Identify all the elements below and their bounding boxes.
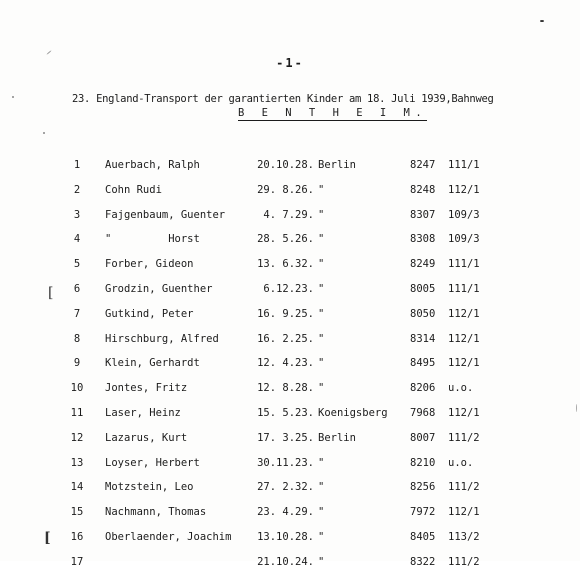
city: " (318, 332, 325, 345)
birth-date: 12. 8.28. (257, 382, 314, 395)
row-number: 12 (70, 431, 84, 444)
city: Berlin (318, 159, 356, 171)
child-name: Auerbach, Ralph (105, 159, 200, 171)
birth-date: 20.10.28. (257, 159, 314, 171)
transport-place: B E N T H E I M. (238, 107, 428, 119)
city: Koenigsberg (318, 407, 388, 419)
list-item (0, 457, 580, 475)
city: " (318, 307, 325, 320)
transport-heading: 23. England-Transport der garantierten Kinder am 18. Juli 1939,Bahnweg (72, 93, 494, 105)
list-item (0, 407, 580, 425)
row-number: 8 (73, 332, 81, 345)
list-item (0, 159, 580, 177)
page-number: -1- (276, 56, 304, 70)
row-number: 3 (73, 208, 81, 221)
scan-speck (43, 132, 45, 134)
row-number: 1 (73, 159, 81, 171)
row-number: 5 (73, 258, 81, 271)
list-item (0, 308, 580, 326)
birth-date: 27. 2.32. (257, 481, 314, 494)
row-number: 4 (73, 233, 81, 246)
child-name: Oberlaender, Joachim (105, 531, 232, 543)
group-code: 111/1 (448, 159, 480, 171)
registration-number: 8210 (410, 456, 436, 469)
row-number: 2 (73, 183, 81, 196)
group-code: 112/1 (448, 407, 480, 419)
registration-number: 8314 (410, 332, 436, 345)
child-name: Grodzin, Guenther (105, 283, 213, 295)
row-number: 7 (73, 307, 81, 320)
city: " (318, 382, 325, 395)
child-name: Nachmann, Thomas (105, 506, 207, 519)
group-code: 111/2 (448, 481, 480, 494)
row-number: 15 (70, 506, 84, 519)
registration-number: 8307 (410, 208, 436, 221)
child-name: Hirschburg, Alfred (105, 332, 219, 345)
list-item (0, 258, 580, 276)
list-item (0, 506, 580, 524)
row-number: 11 (70, 407, 84, 419)
list-item (0, 382, 580, 400)
city: " (318, 531, 325, 543)
child-name: Motzstein, Leo (105, 481, 194, 494)
registration-number: 8495 (410, 357, 436, 370)
registration-number: 8322 (410, 555, 436, 568)
row-number: 10 (70, 382, 84, 395)
birth-date: 21.10.24. (257, 555, 314, 568)
child-name: Laser, Heinz (105, 407, 181, 419)
margin-mark: [ (44, 530, 51, 546)
scan-speck (12, 96, 14, 98)
registration-number: 8050 (410, 307, 436, 320)
list-item (0, 556, 580, 574)
group-code: u.o. (448, 456, 474, 469)
registration-number: 8248 (410, 183, 436, 196)
group-code: 111/1 (448, 283, 480, 295)
city: " (318, 258, 325, 271)
child-name: Gutkind, Peter (105, 307, 194, 320)
registration-number: 8206 (410, 382, 436, 395)
row-number: 9 (73, 357, 81, 370)
city: " (318, 357, 325, 370)
row-number: 14 (70, 481, 84, 494)
birth-date: 23. 4.29. (257, 506, 314, 519)
list-item (0, 283, 580, 301)
group-code: 112/1 (448, 506, 480, 519)
row-number: 13 (70, 456, 84, 469)
group-code: 113/2 (448, 531, 480, 543)
birth-date: 17. 3.25. (257, 431, 314, 444)
registration-number: 8256 (410, 481, 436, 494)
birth-date: 13. 6.32. (257, 258, 314, 271)
list-item (0, 233, 580, 251)
child-name: Forber, Gideon (105, 258, 194, 271)
birth-date: 29. 8.26. (257, 183, 314, 196)
city: Berlin (318, 431, 356, 444)
row-number: 16 (70, 531, 84, 543)
birth-date: 16. 2.25. (257, 332, 314, 345)
group-code: 112/1 (448, 332, 480, 345)
child-name: " Horst (105, 233, 200, 246)
group-code: 112/1 (448, 357, 480, 370)
child-name: Cohn Rudi (105, 183, 162, 196)
birth-date: 12. 4.23. (257, 357, 314, 370)
child-name: Loyser, Herbert (105, 456, 200, 469)
group-code: 111/1 (448, 258, 480, 271)
row-number: 6 (73, 283, 81, 295)
scan-speck (46, 50, 51, 55)
list-item (0, 333, 580, 351)
registration-number: 8308 (410, 233, 436, 246)
city: " (318, 183, 325, 196)
birth-date: 28. 5.26. (257, 233, 314, 246)
group-code: 111/2 (448, 431, 480, 444)
child-name: Klein, Gerhardt (105, 357, 200, 370)
group-code: 109/3 (448, 233, 480, 246)
registration-number: 8249 (410, 258, 436, 271)
city: " (318, 555, 325, 568)
list-item (0, 209, 580, 227)
group-code: 112/1 (448, 307, 480, 320)
city: " (318, 456, 325, 469)
birth-date: 30.11.23. (257, 456, 314, 469)
registration-number: 8005 (410, 283, 436, 295)
group-code: 109/3 (448, 208, 480, 221)
list-item (0, 432, 580, 450)
row-number: 17 (70, 555, 84, 568)
registration-number: 7968 (410, 407, 436, 419)
city: " (318, 208, 325, 221)
group-code: u.o. (448, 382, 474, 395)
city: " (318, 283, 325, 295)
city: " (318, 233, 325, 246)
scan-speck (540, 20, 544, 22)
birth-date: 13.10.28. (257, 531, 314, 543)
child-name: Lazarus, Kurt (105, 431, 188, 444)
city: " (318, 481, 325, 494)
margin-mark: [ (48, 285, 54, 301)
birth-date: 16. 9.25. (257, 307, 314, 320)
birth-date: 15. 5.23. (257, 407, 314, 419)
registration-number: 8007 (410, 431, 436, 444)
child-name: Jontes, Fritz (105, 382, 188, 395)
birth-date: 4. 7.29. (263, 208, 314, 221)
group-code: 112/1 (448, 183, 480, 196)
list-item (0, 531, 580, 549)
child-name: Fajgenbaum, Guenter (105, 208, 226, 221)
city: " (318, 506, 325, 519)
birth-date: 6.12.23. (263, 283, 314, 295)
list-item (0, 184, 580, 202)
registration-number: 8405 (410, 531, 436, 543)
registration-number: 8247 (410, 159, 436, 171)
registration-number: 7972 (410, 506, 436, 519)
list-item (0, 481, 580, 499)
list-item (0, 357, 580, 375)
group-code: 111/2 (448, 555, 480, 568)
